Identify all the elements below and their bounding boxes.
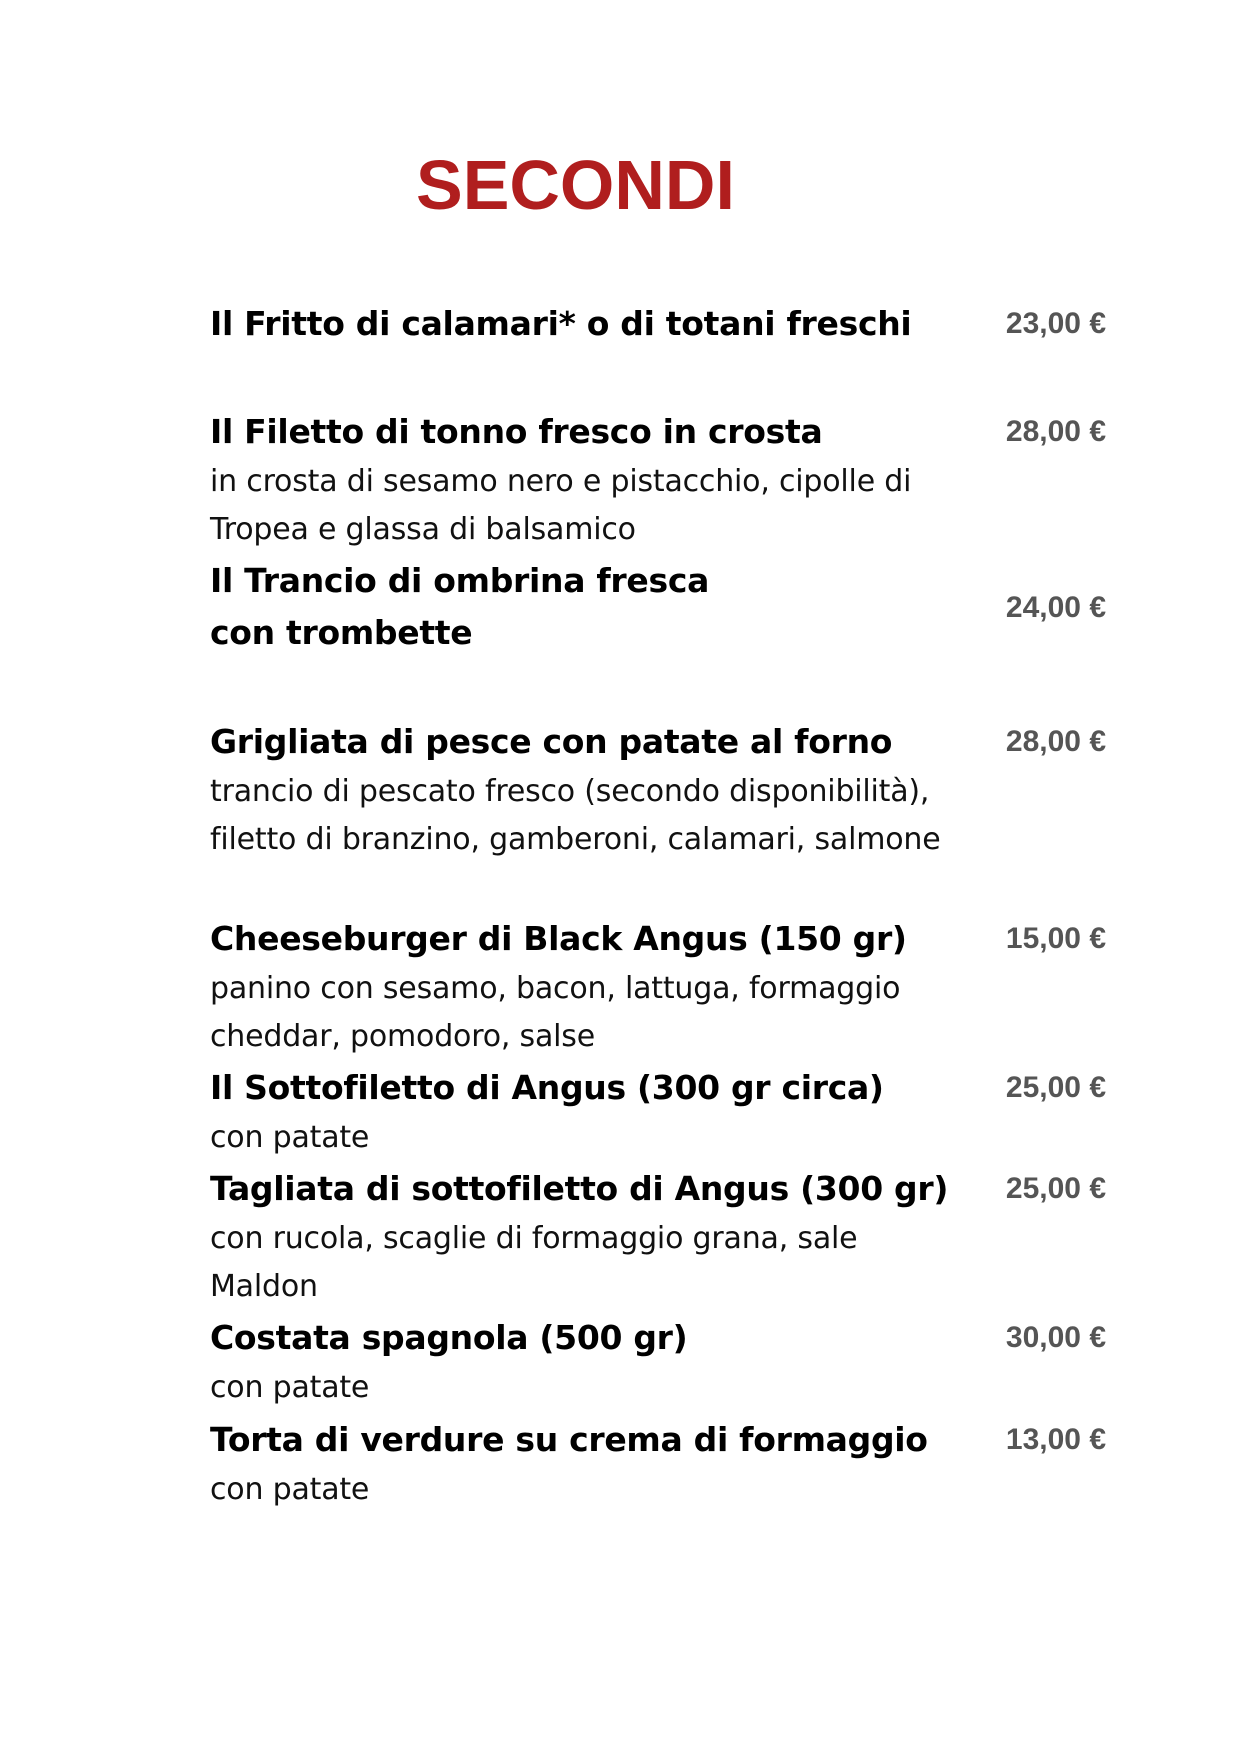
menu-item-description: trancio di pescato fresco (secondo disponibilità), filetto di branzino, gamberoni, calamari, salmone xyxy=(210,774,941,857)
menu-item xyxy=(210,1062,1110,1162)
menu-item xyxy=(210,1414,1110,1514)
menu-item-name: Torta di verdure su crema di formaggio xyxy=(210,1420,928,1459)
menu-item-price: 15,00 € xyxy=(1005,922,1106,955)
menu-item-price: 23,00 € xyxy=(1005,307,1106,340)
menu-item-description: con rucola, scaglie di formaggio grana, sale Maldon xyxy=(210,1221,858,1304)
menu-item-price: 25,00 € xyxy=(1005,1071,1106,1104)
menu-item xyxy=(210,555,1110,659)
page-title: SECONDI xyxy=(416,146,735,224)
menu-item-description: con patate xyxy=(210,1120,370,1155)
menu-item xyxy=(210,716,1110,864)
menu-item xyxy=(210,1312,1110,1412)
menu-item-name: Il Trancio di ombrina fresca con trombette xyxy=(210,561,710,652)
menu-item-price: 13,00 € xyxy=(1005,1423,1106,1456)
menu-item-name: Tagliata di sottofiletto di Angus (300 gr) xyxy=(210,1169,949,1208)
menu-item-name: Grigliata di pesce con patate al forno xyxy=(210,722,893,761)
menu-item-price: 24,00 € xyxy=(1005,591,1106,624)
menu-item xyxy=(210,913,1110,1061)
menu-item-name: Cheeseburger di Black Angus (150 gr) xyxy=(210,919,907,958)
menu-item-description: panino con sesamo, bacon, lattuga, formaggio cheddar, pomodoro, salse xyxy=(210,971,901,1054)
menu-item xyxy=(210,406,1110,554)
menu-item-name: Il Filetto di tonno fresco in crosta xyxy=(210,412,823,451)
menu-item xyxy=(210,298,1110,350)
menu-item-description: con patate xyxy=(210,1472,370,1507)
menu-item-price: 25,00 € xyxy=(1005,1172,1106,1205)
menu-item-description: con patate xyxy=(210,1370,370,1405)
menu-item-price: 28,00 € xyxy=(1005,725,1106,758)
menu-item-name: Il Fritto di calamari* o di totani freschi xyxy=(210,304,912,343)
menu-item xyxy=(210,1163,1110,1311)
menu-item-name: Il Sottofiletto di Angus (300 gr circa) xyxy=(210,1068,884,1107)
menu-item-description: in crosta di sesamo nero e pistacchio, cipolle di Tropea e glassa di balsamico xyxy=(210,464,912,547)
menu-item-price: 28,00 € xyxy=(1005,415,1106,448)
menu-item-price: 30,00 € xyxy=(1005,1321,1106,1354)
menu-item-name: Costata spagnola (500 gr) xyxy=(210,1318,688,1357)
